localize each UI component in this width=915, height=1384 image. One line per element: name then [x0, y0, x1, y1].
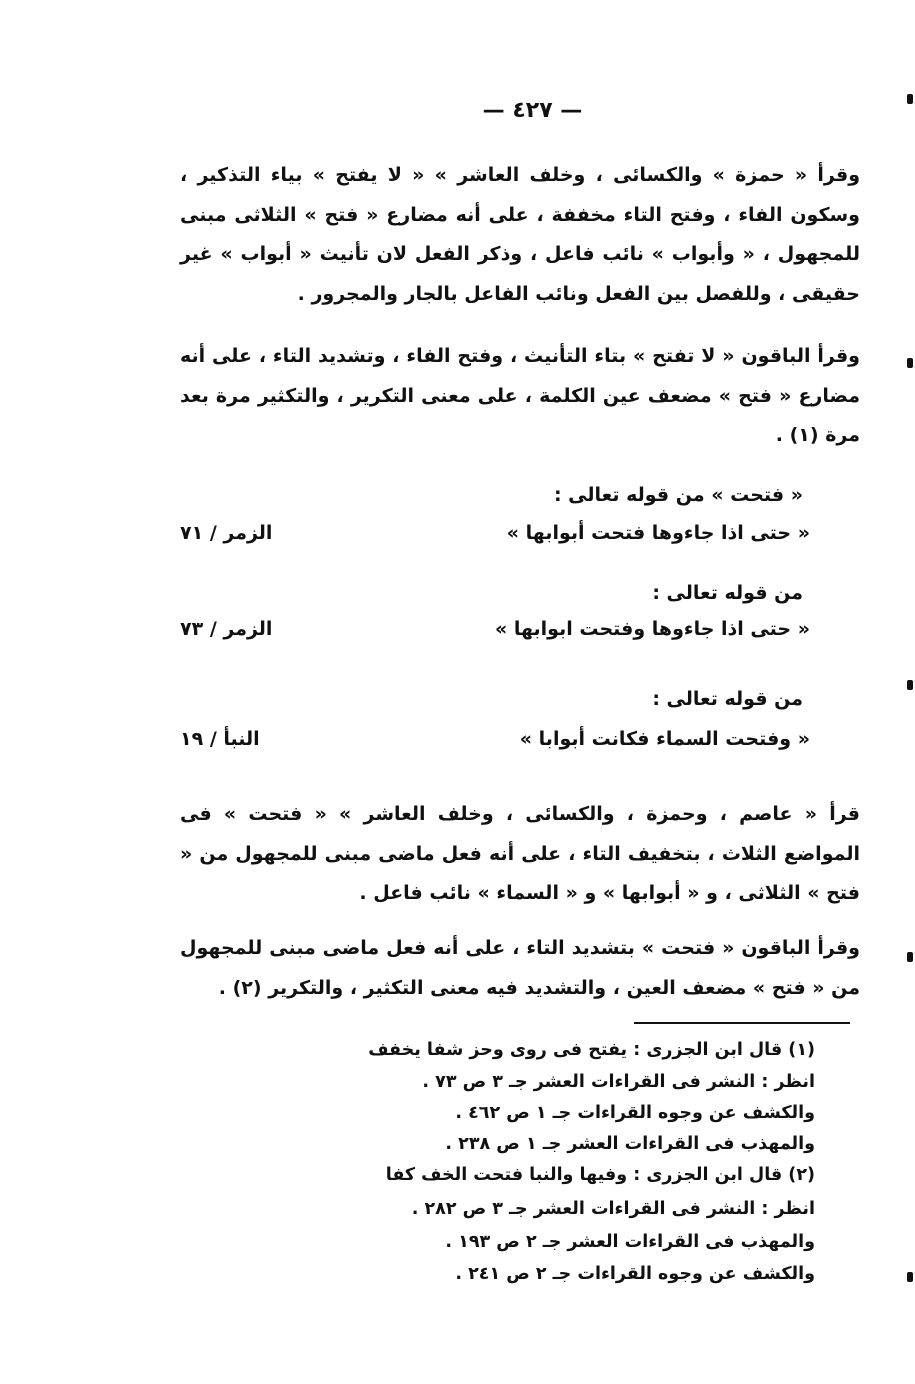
paragraph-1: وقرأ « حمزة » والكسائى ، وخلف العاشر » « لا يفتح » بياء التذكير ، وسكون الفاء ، وفتح التاء مخففة ، على أنه مضارع « فتح » الثلاثى مبنى للمجهول ، « وأبواب » نائب فاعل ، وذكر الفعل لان تأنيث « أبواب » غير حقيقى ، وللفصل بين الفعل ونائب الفاعل بالجار والمجرور . [180, 164, 860, 305]
verse-reference-2: الزمر / ٧٣ [180, 618, 273, 640]
quran-verse-3: « وفتحت السماء فكانت أبوابا » [519, 728, 810, 750]
footnote-line-2: انظر : النشر فى القراءات العشر جـ ٣ ص ٧٣ . [422, 1072, 815, 1092]
verse-reference-3: النبأ / ١٩ [180, 728, 260, 750]
paragraph-2: وقرأ الباقون « لا تفتح » بتاء التأنيث ، وفتح الفاء ، وتشديد التاء ، على أنه مضارع « فتح » مضعف عين الكلمة ، على معنى التكرير ، والتكثير مرة بعد مرة (١) . [180, 345, 860, 446]
quran-verse-2: « حتى اذا جاءوها وفتحت ابوابها » [494, 618, 810, 640]
scan-margin-mark [907, 94, 913, 104]
scan-margin-mark [907, 358, 913, 368]
scan-margin-mark [907, 680, 913, 690]
footnote-separator [634, 1022, 850, 1024]
paragraph-3: قرأ « عاصم ، وحمزة ، والكسائى ، وخلف العاشر » « فتحت » فى المواضع الثلاث ، بتخفيف التاء ، على أنه فعل ماضى مبنى للمجهول من « فتح » الثلاثى ، و « أبوابها » و « السماء » نائب فاعل . [180, 803, 860, 904]
verse-heading-2: من قوله تعالى : [652, 582, 803, 604]
paragraph-4: وقرأ الباقون « فتحت » بتشديد التاء ، على أنه فعل ماضى مبنى للمجهول من « فتح » مضعف العين ، والتشديد فيه معنى التكثير ، والتكرير (٢) . [180, 937, 860, 999]
verse-heading-3: من قوله تعالى : [652, 688, 803, 710]
scan-margin-mark [907, 952, 913, 962]
verse-line-1 [180, 522, 810, 552]
verse-line-3 [180, 728, 810, 758]
footnote-line-1: (١) قال ابن الجزرى : يفتح فى روى وحز شفا يخفف [368, 1040, 815, 1060]
footnote-line-7: والمهذب فى القراءات العشر جـ ٢ ص ١٩٣ . [445, 1232, 815, 1252]
footnote-line-4: والمهذب فى القراءات العشر جـ ١ ص ٢٣٨ . [445, 1134, 815, 1154]
verse-line-2 [180, 618, 810, 648]
verse-heading-1: « فتحت » من قوله تعالى : [553, 484, 803, 506]
footnote-line-5: (٢) قال ابن الجزرى : وفيها والنبا فتحت الخف كفا [385, 1165, 815, 1185]
footnote-line-6: انظر : النشر فى القراءات العشر جـ ٣ ص ٢٨٢ . [411, 1199, 815, 1219]
quran-verse-1: « حتى اذا جاءوها فتحت أبوابها » [506, 522, 810, 544]
page-number: — ٤٢٧ — [482, 98, 583, 123]
scan-margin-mark [907, 1272, 913, 1282]
footnote-line-8: والكشف عن وجوه القراءات جـ ٢ ص ٢٤١ . [455, 1264, 815, 1284]
verse-reference-1: الزمر / ٧١ [180, 522, 273, 544]
footnote-line-3: والكشف عن وجوه القراءات جـ ١ ص ٤٦٢ . [455, 1103, 815, 1123]
